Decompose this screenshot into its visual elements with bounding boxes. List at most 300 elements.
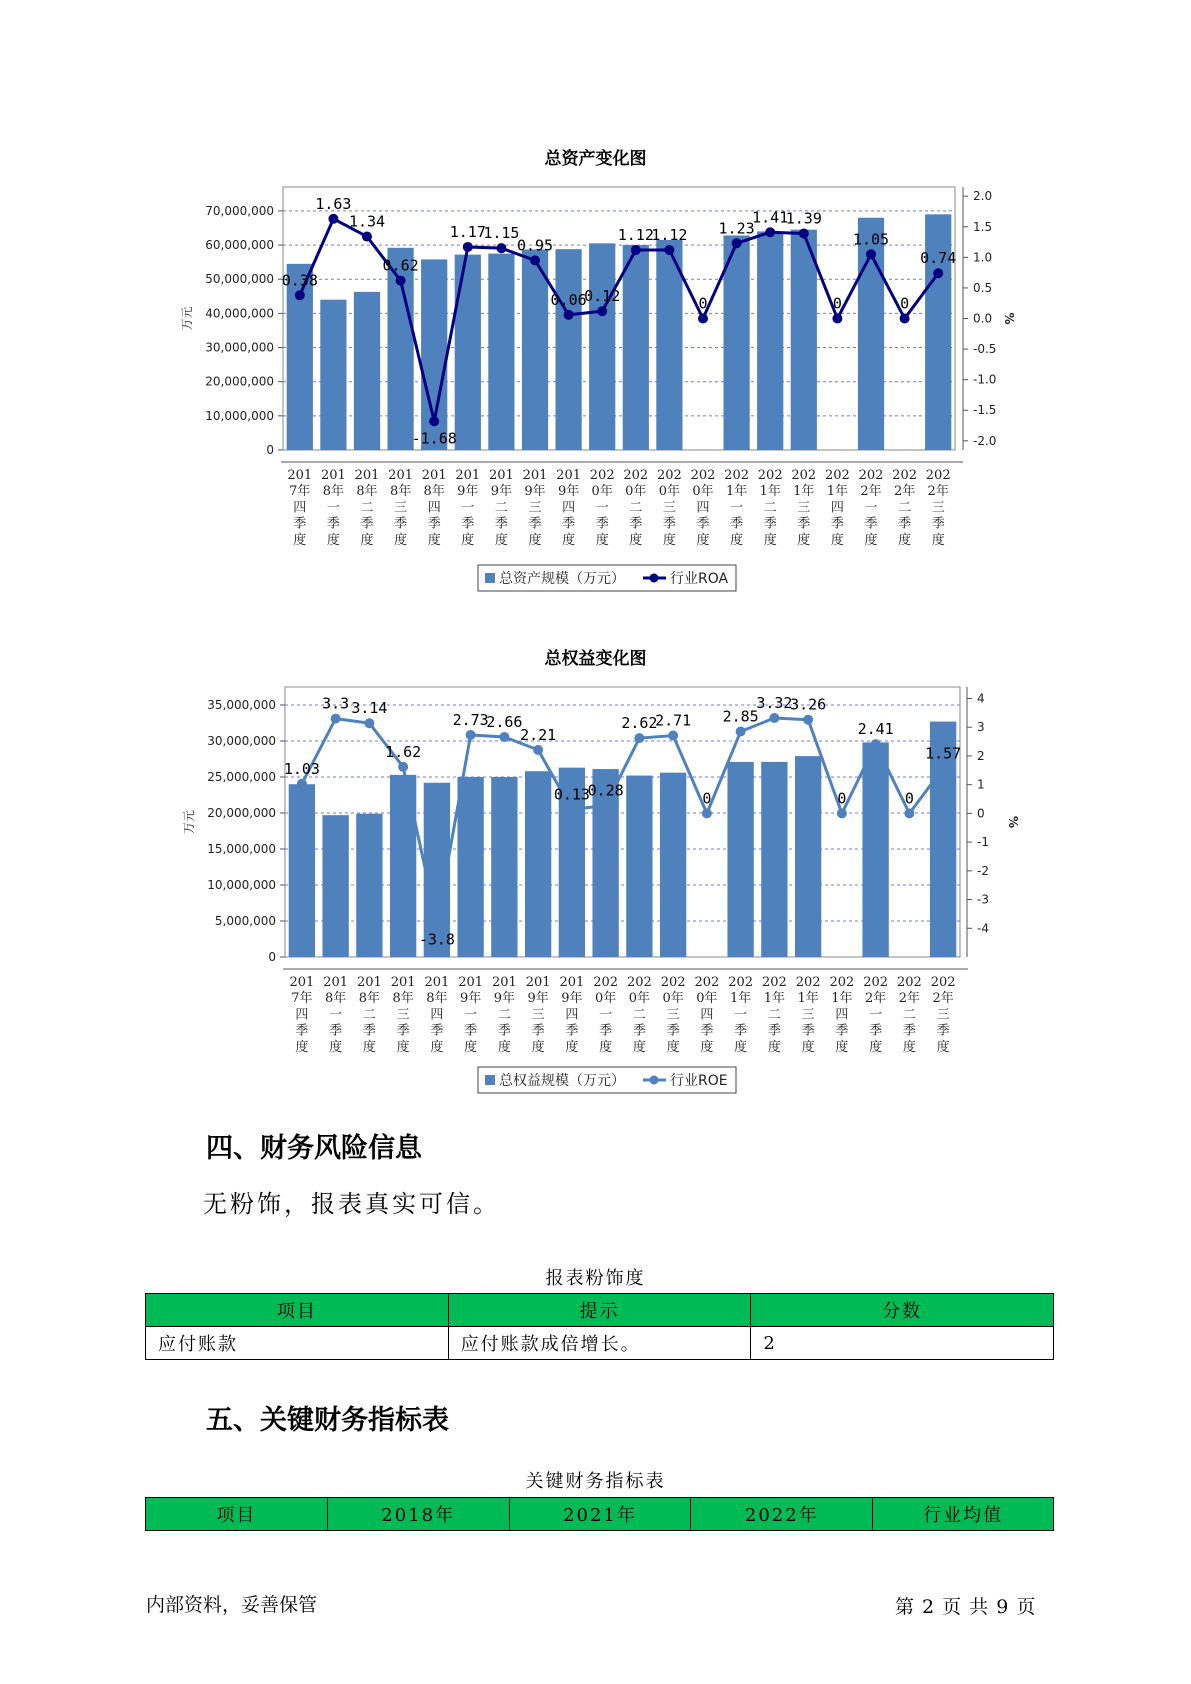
data-label: 3.32 bbox=[756, 694, 793, 713]
x-tick-label: 201 bbox=[488, 468, 514, 483]
x-tick-label: 202 bbox=[660, 975, 686, 990]
x-tick-label: 202 bbox=[690, 468, 716, 483]
series-point bbox=[496, 243, 506, 253]
equity-chart bbox=[0, 675, 1191, 1115]
x-tick-label: 201 bbox=[522, 468, 548, 483]
x-tick-label: 度 bbox=[869, 1039, 883, 1055]
series-point bbox=[631, 245, 641, 255]
x-tick-label: 202 bbox=[623, 468, 649, 483]
x-tick-label: 度 bbox=[902, 1039, 916, 1055]
series-point bbox=[530, 255, 540, 265]
x-tick-label: 季 bbox=[696, 516, 710, 532]
series-point bbox=[803, 715, 813, 725]
data-label: 0 bbox=[900, 294, 910, 313]
x-tick-label: 度 bbox=[666, 1039, 680, 1055]
x-tick-label: 四 bbox=[565, 1007, 579, 1023]
bar bbox=[862, 742, 888, 957]
x-tick-label: 201 bbox=[559, 975, 585, 990]
x-tick-label: 0年 bbox=[662, 991, 684, 1007]
whitewash-table bbox=[145, 1293, 1054, 1360]
x-tick-label: 9年 bbox=[524, 484, 546, 500]
x-tick-label: 季 bbox=[565, 1023, 579, 1039]
equity-chart-title: 总权益变化图 bbox=[544, 649, 647, 669]
y2-tick-label: -2 bbox=[977, 863, 989, 878]
x-tick-label: 度 bbox=[898, 532, 912, 548]
data-label: 0.28 bbox=[587, 781, 624, 800]
series-point bbox=[396, 276, 406, 286]
table-cell: 应付账款 bbox=[146, 1327, 449, 1360]
x-tick-label: 202 bbox=[728, 975, 754, 990]
x-tick-label: 9年 bbox=[527, 991, 549, 1007]
x-tick-label: 1年 bbox=[763, 991, 786, 1007]
x-tick-label: 二 bbox=[767, 1007, 781, 1023]
data-label: 1.63 bbox=[315, 194, 352, 213]
series-point bbox=[837, 808, 847, 818]
x-tick-label: 三 bbox=[797, 500, 811, 516]
x-tick-label: 8年 bbox=[356, 484, 378, 500]
series-point bbox=[933, 268, 943, 278]
bar bbox=[522, 250, 548, 450]
y-tick-label: 35,000,000 bbox=[207, 698, 276, 712]
data-label: 1.03 bbox=[283, 759, 320, 778]
data-label: 2.21 bbox=[520, 725, 557, 744]
bar bbox=[761, 762, 787, 957]
x-tick-label: 度 bbox=[696, 532, 710, 548]
x-tick-label: 四 bbox=[427, 500, 441, 516]
x-tick-label: 2年 bbox=[893, 484, 916, 500]
legend-line-marker bbox=[650, 1076, 659, 1085]
x-tick-label: 季 bbox=[394, 516, 408, 532]
bar bbox=[727, 762, 753, 957]
series-point bbox=[938, 763, 948, 773]
x-tick-label: 201 bbox=[390, 975, 416, 990]
data-label: 1.12 bbox=[617, 225, 654, 244]
x-tick-label: 201 bbox=[388, 468, 414, 483]
data-label: 3.3 bbox=[322, 694, 350, 713]
bar bbox=[320, 300, 346, 450]
series-point bbox=[533, 745, 543, 755]
y2-tick-label: -4 bbox=[977, 921, 989, 936]
x-tick-label: 三 bbox=[666, 1007, 680, 1023]
x-tick-label: 二 bbox=[494, 500, 508, 516]
y-tick-label: 25,000,000 bbox=[207, 770, 276, 784]
x-tick-label: 201 bbox=[323, 975, 349, 990]
data-label: 2.62 bbox=[621, 714, 658, 733]
x-tick-label: 0年 bbox=[594, 991, 617, 1007]
series-point bbox=[567, 805, 577, 815]
x-tick-label: 202 bbox=[791, 468, 817, 483]
data-label: 1.41 bbox=[752, 208, 789, 227]
legend-bar-swatch bbox=[485, 573, 495, 583]
series-point bbox=[904, 808, 914, 818]
x-tick-label: 二 bbox=[497, 1007, 511, 1023]
x-tick-label: 季 bbox=[734, 1023, 748, 1039]
x-tick-label: 8年 bbox=[426, 991, 448, 1007]
x-tick-label: 9年 bbox=[493, 991, 516, 1007]
y-tick-label: 0 bbox=[268, 950, 276, 964]
series-point bbox=[564, 310, 574, 320]
x-tick-label: 季 bbox=[360, 516, 374, 532]
x-tick-label: 202 bbox=[930, 975, 956, 990]
x-tick-label: 度 bbox=[662, 532, 676, 548]
y-tick-label: 60,000,000 bbox=[205, 238, 274, 253]
x-tick-label: 一 bbox=[864, 500, 878, 516]
x-tick-label: 201 bbox=[455, 468, 481, 483]
series-point bbox=[601, 800, 611, 810]
y2-axis-label: % bbox=[1002, 312, 1016, 325]
x-tick-label: 202 bbox=[863, 975, 889, 990]
bar bbox=[623, 245, 649, 450]
x-tick-label: 季 bbox=[767, 1023, 781, 1039]
bar bbox=[795, 756, 821, 957]
series-point bbox=[362, 232, 372, 242]
x-tick-label: 四 bbox=[696, 500, 710, 516]
series-point bbox=[698, 314, 708, 324]
x-tick-label: 季 bbox=[797, 516, 811, 532]
series-point bbox=[634, 733, 644, 743]
footer-page-number: 第 2 页 共 9 页 bbox=[895, 1596, 1037, 1618]
data-label: 0 bbox=[698, 294, 708, 313]
x-tick-label: 二 bbox=[362, 1007, 376, 1023]
x-tick-label: 度 bbox=[326, 532, 340, 548]
x-tick-label: 三 bbox=[936, 1007, 950, 1023]
x-tick-label: 四 bbox=[430, 1007, 444, 1023]
bar bbox=[589, 243, 615, 450]
x-tick-label: 季 bbox=[700, 1023, 714, 1039]
x-tick-label: 二 bbox=[763, 500, 777, 516]
x-tick-label: 201 bbox=[424, 975, 450, 990]
x-tick-label: 季 bbox=[599, 1023, 613, 1039]
x-tick-label: 1年 bbox=[826, 484, 849, 500]
data-label: 0.12 bbox=[584, 287, 621, 306]
data-label: 2.85 bbox=[722, 707, 759, 726]
x-tick-label: 201 bbox=[491, 975, 517, 990]
data-label: 0 bbox=[904, 789, 914, 808]
data-label: 1.17 bbox=[449, 222, 486, 241]
legend-bar-label: 总资产规模（万元） bbox=[499, 571, 625, 587]
data-label: 2.66 bbox=[486, 712, 523, 731]
x-tick-label: 9年 bbox=[457, 484, 479, 500]
key-indicators-table bbox=[145, 1497, 1054, 1531]
y-tick-label: 40,000,000 bbox=[205, 306, 274, 321]
y-tick-label: 0 bbox=[266, 443, 274, 457]
data-label: 2.41 bbox=[857, 720, 894, 739]
x-tick-label: 202 bbox=[589, 468, 615, 483]
x-tick-label: 8年 bbox=[389, 484, 412, 500]
data-label: 0.62 bbox=[382, 256, 419, 275]
x-tick-label: 1年 bbox=[729, 991, 752, 1007]
x-tick-label: 2年 bbox=[927, 484, 949, 500]
series-point bbox=[871, 739, 881, 749]
y2-tick-label: -1.0 bbox=[973, 372, 997, 387]
x-tick-label: 三 bbox=[662, 500, 676, 516]
y-axis-label: 万元 bbox=[182, 809, 196, 835]
x-tick-label: 一 bbox=[730, 500, 744, 516]
y2-tick-label: -1 bbox=[977, 835, 989, 850]
x-tick-label: 度 bbox=[430, 1039, 444, 1055]
x-tick-label: 季 bbox=[461, 516, 475, 532]
x-tick-label: 季 bbox=[531, 1023, 545, 1039]
x-tick-label: 2年 bbox=[864, 991, 887, 1007]
bar bbox=[660, 773, 686, 957]
x-tick-label: 季 bbox=[396, 1023, 410, 1039]
data-label: 1.15 bbox=[483, 224, 520, 243]
x-tick-label: 8年 bbox=[423, 484, 445, 500]
x-tick-label: 202 bbox=[757, 468, 783, 483]
series-point bbox=[429, 416, 439, 426]
x-tick-label: 度 bbox=[494, 532, 508, 548]
x-tick-label: 季 bbox=[293, 516, 307, 532]
y2-tick-label: 3 bbox=[977, 720, 985, 735]
x-tick-label: 202 bbox=[892, 468, 918, 483]
x-tick-label: 季 bbox=[497, 1023, 511, 1039]
x-tick-label: 四 bbox=[295, 1007, 309, 1023]
series-point bbox=[328, 214, 338, 224]
x-tick-label: 202 bbox=[626, 975, 652, 990]
data-label: 1.39 bbox=[785, 209, 822, 228]
bar bbox=[791, 230, 817, 450]
y-tick-label: 5,000,000 bbox=[214, 914, 276, 928]
header-cell: 2021年 bbox=[509, 1498, 691, 1531]
x-tick-label: 三 bbox=[531, 1007, 545, 1023]
x-tick-label: 一 bbox=[599, 1007, 613, 1023]
x-tick-label: 度 bbox=[797, 532, 811, 548]
x-tick-label: 四 bbox=[700, 1007, 714, 1023]
series-point bbox=[466, 730, 476, 740]
x-tick-label: 度 bbox=[464, 1039, 478, 1055]
series-point bbox=[732, 238, 742, 248]
y-tick-label: 50,000,000 bbox=[205, 272, 274, 287]
y-axis-label: 万元 bbox=[180, 306, 194, 331]
header-cell: 2018年 bbox=[327, 1498, 509, 1531]
x-tick-label: 201 bbox=[525, 975, 551, 990]
x-tick-label: 三 bbox=[528, 500, 542, 516]
x-tick-label: 季 bbox=[595, 516, 609, 532]
x-tick-label: 0年 bbox=[692, 484, 714, 500]
x-tick-label: 8年 bbox=[392, 991, 414, 1007]
series-point bbox=[499, 732, 509, 742]
header-cell: 项目 bbox=[146, 1294, 449, 1327]
section4-heading: 四、财务风险信息 bbox=[206, 1133, 422, 1164]
y2-tick-label: -0.5 bbox=[973, 342, 997, 357]
data-label: 0.06 bbox=[550, 290, 587, 309]
table-cell: 应付账款成倍增长。 bbox=[448, 1327, 751, 1360]
x-tick-label: 度 bbox=[730, 532, 744, 548]
legend-line-label: 行业ROE bbox=[670, 1073, 728, 1089]
data-label: 1.12 bbox=[651, 225, 688, 244]
x-tick-label: 三 bbox=[396, 1007, 410, 1023]
data-label: 0 bbox=[832, 294, 842, 313]
x-tick-label: 三 bbox=[931, 500, 945, 516]
x-tick-label: 201 bbox=[556, 468, 582, 483]
bar bbox=[457, 777, 483, 957]
x-tick-label: 季 bbox=[562, 516, 576, 532]
x-tick-label: 度 bbox=[734, 1039, 748, 1055]
x-tick-label: 季 bbox=[931, 516, 945, 532]
y2-tick-label: 0.0 bbox=[973, 311, 993, 326]
y2-axis-label: % bbox=[1006, 815, 1020, 829]
asset-chart-title: 总资产变化图 bbox=[544, 149, 647, 169]
bar bbox=[555, 249, 581, 450]
x-tick-label: 度 bbox=[528, 532, 542, 548]
x-tick-label: 一 bbox=[734, 1007, 748, 1023]
x-tick-label: 季 bbox=[494, 516, 508, 532]
x-tick-label: 8年 bbox=[322, 484, 345, 500]
x-tick-label: 二 bbox=[898, 500, 912, 516]
x-tick-label: 季 bbox=[295, 1023, 309, 1039]
section4-paragraph: 无粉饰，报表真实可信。 bbox=[203, 1190, 500, 1218]
series-point bbox=[364, 718, 374, 728]
data-label: -1.68 bbox=[411, 429, 457, 448]
data-label: 0.95 bbox=[516, 236, 554, 255]
x-tick-label: 度 bbox=[835, 1039, 849, 1055]
x-tick-label: 一 bbox=[869, 1007, 883, 1023]
data-label: 0 bbox=[702, 789, 712, 808]
x-tick-label: 1年 bbox=[759, 484, 781, 500]
bar bbox=[525, 771, 551, 957]
y2-tick-label: 0.5 bbox=[973, 280, 993, 295]
x-tick-label: 季 bbox=[666, 1023, 680, 1039]
x-tick-label: 一 bbox=[461, 500, 475, 516]
y2-tick-label: -2.0 bbox=[973, 433, 997, 448]
x-tick-label: 202 bbox=[896, 975, 922, 990]
series-point bbox=[736, 727, 746, 737]
x-tick-label: 季 bbox=[830, 516, 844, 532]
x-tick-label: 度 bbox=[767, 1039, 781, 1055]
y-tick-label: 10,000,000 bbox=[207, 878, 276, 892]
bar bbox=[757, 231, 783, 450]
data-label: 2.73 bbox=[452, 710, 489, 729]
series-point bbox=[463, 242, 473, 252]
y-tick-label: 20,000,000 bbox=[207, 806, 276, 820]
x-tick-label: 度 bbox=[531, 1039, 545, 1055]
x-tick-label: 202 bbox=[761, 975, 787, 990]
y-tick-label: 10,000,000 bbox=[205, 408, 274, 423]
x-tick-label: 度 bbox=[864, 532, 878, 548]
x-tick-label: 9年 bbox=[561, 991, 583, 1007]
header-cell: 项目 bbox=[146, 1498, 328, 1531]
series-point bbox=[295, 290, 305, 300]
x-tick-label: 201 bbox=[320, 468, 346, 483]
x-tick-label: 季 bbox=[632, 1023, 646, 1039]
data-label: 1.62 bbox=[385, 742, 422, 761]
series-point bbox=[702, 808, 712, 818]
x-tick-label: 2年 bbox=[932, 991, 954, 1007]
series-point bbox=[866, 249, 876, 259]
x-tick-label: 202 bbox=[656, 468, 682, 483]
x-tick-label: 202 bbox=[925, 468, 951, 483]
x-tick-label: 季 bbox=[329, 1023, 343, 1039]
section5-heading: 五、关键财务指标表 bbox=[206, 1405, 449, 1436]
x-tick-label: 7年 bbox=[291, 991, 313, 1007]
x-tick-label: 度 bbox=[497, 1039, 511, 1055]
x-tick-label: 8年 bbox=[358, 991, 381, 1007]
x-tick-label: 201 bbox=[356, 975, 382, 990]
x-tick-label: 三 bbox=[394, 500, 408, 516]
data-label: 0.38 bbox=[281, 271, 318, 290]
series-point bbox=[331, 714, 341, 724]
x-tick-label: 季 bbox=[869, 1023, 883, 1039]
legend-bar-label: 总权益规模（万元） bbox=[499, 1073, 625, 1089]
y-tick-label: 70,000,000 bbox=[205, 203, 274, 218]
data-label: 1.05 bbox=[852, 230, 890, 249]
series-point bbox=[832, 314, 842, 324]
series-point bbox=[765, 227, 775, 237]
x-tick-label: 四 bbox=[835, 1007, 849, 1023]
x-tick-label: 1年 bbox=[793, 484, 815, 500]
series-point bbox=[297, 779, 307, 789]
x-tick-label: 度 bbox=[830, 532, 844, 548]
x-tick-label: 1年 bbox=[831, 991, 853, 1007]
y-tick-label: 20,000,000 bbox=[205, 374, 274, 389]
x-tick-label: 201 bbox=[354, 468, 380, 483]
data-label: 2.71 bbox=[655, 711, 692, 730]
x-tick-label: 二 bbox=[360, 500, 374, 516]
bar bbox=[491, 777, 517, 957]
x-tick-label: 季 bbox=[629, 516, 643, 532]
x-tick-label: 四 bbox=[830, 500, 844, 516]
x-tick-label: 0年 bbox=[591, 484, 613, 500]
x-tick-label: 季 bbox=[763, 516, 777, 532]
x-tick-label: 一 bbox=[464, 1007, 478, 1023]
x-tick-label: 度 bbox=[396, 1039, 410, 1055]
legend-bar-swatch bbox=[485, 1075, 495, 1085]
x-tick-label: 四 bbox=[562, 500, 576, 516]
x-tick-label: 度 bbox=[801, 1039, 815, 1055]
table-header-row bbox=[146, 1498, 1054, 1531]
series-point bbox=[432, 918, 442, 928]
x-tick-label: 季 bbox=[430, 1023, 444, 1039]
data-label: 0 bbox=[837, 789, 847, 808]
x-tick-label: 0年 bbox=[628, 991, 651, 1007]
bar bbox=[322, 815, 348, 957]
header-cell: 2022年 bbox=[691, 1498, 873, 1531]
x-tick-label: 0年 bbox=[658, 484, 681, 500]
x-tick-label: 202 bbox=[593, 975, 619, 990]
series-point bbox=[398, 762, 408, 772]
x-tick-label: 四 bbox=[293, 500, 307, 516]
x-tick-label: 度 bbox=[293, 532, 307, 548]
x-tick-label: 度 bbox=[362, 1039, 376, 1055]
y2-tick-label: -3 bbox=[977, 892, 989, 907]
x-tick-label: 9年 bbox=[490, 484, 513, 500]
y-tick-label: 30,000,000 bbox=[207, 734, 276, 748]
x-tick-label: 度 bbox=[931, 532, 945, 548]
x-tick-label: 202 bbox=[795, 975, 821, 990]
y2-tick-label: 2.0 bbox=[973, 189, 993, 204]
series-point bbox=[597, 306, 607, 316]
x-tick-label: 一 bbox=[329, 1007, 343, 1023]
series-point bbox=[799, 228, 809, 238]
x-tick-label: 度 bbox=[329, 1039, 343, 1055]
x-tick-label: 0年 bbox=[625, 484, 647, 500]
x-tick-label: 季 bbox=[427, 516, 441, 532]
bar bbox=[356, 814, 382, 957]
legend-line-label: 行业ROA bbox=[670, 571, 729, 587]
x-tick-label: 7年 bbox=[289, 484, 311, 500]
x-tick-label: 202 bbox=[858, 468, 884, 483]
x-tick-label: 二 bbox=[629, 500, 643, 516]
bar bbox=[455, 255, 481, 450]
y2-tick-label: 1.0 bbox=[973, 250, 993, 265]
x-tick-label: 季 bbox=[936, 1023, 950, 1039]
x-tick-label: 202 bbox=[824, 468, 850, 483]
x-tick-label: 9年 bbox=[459, 991, 482, 1007]
data-label: 0.74 bbox=[920, 249, 957, 268]
key-indicators-caption: 关键财务指标表 bbox=[525, 1471, 666, 1492]
table-header-row bbox=[146, 1294, 1054, 1327]
data-label: 1.34 bbox=[348, 212, 386, 231]
